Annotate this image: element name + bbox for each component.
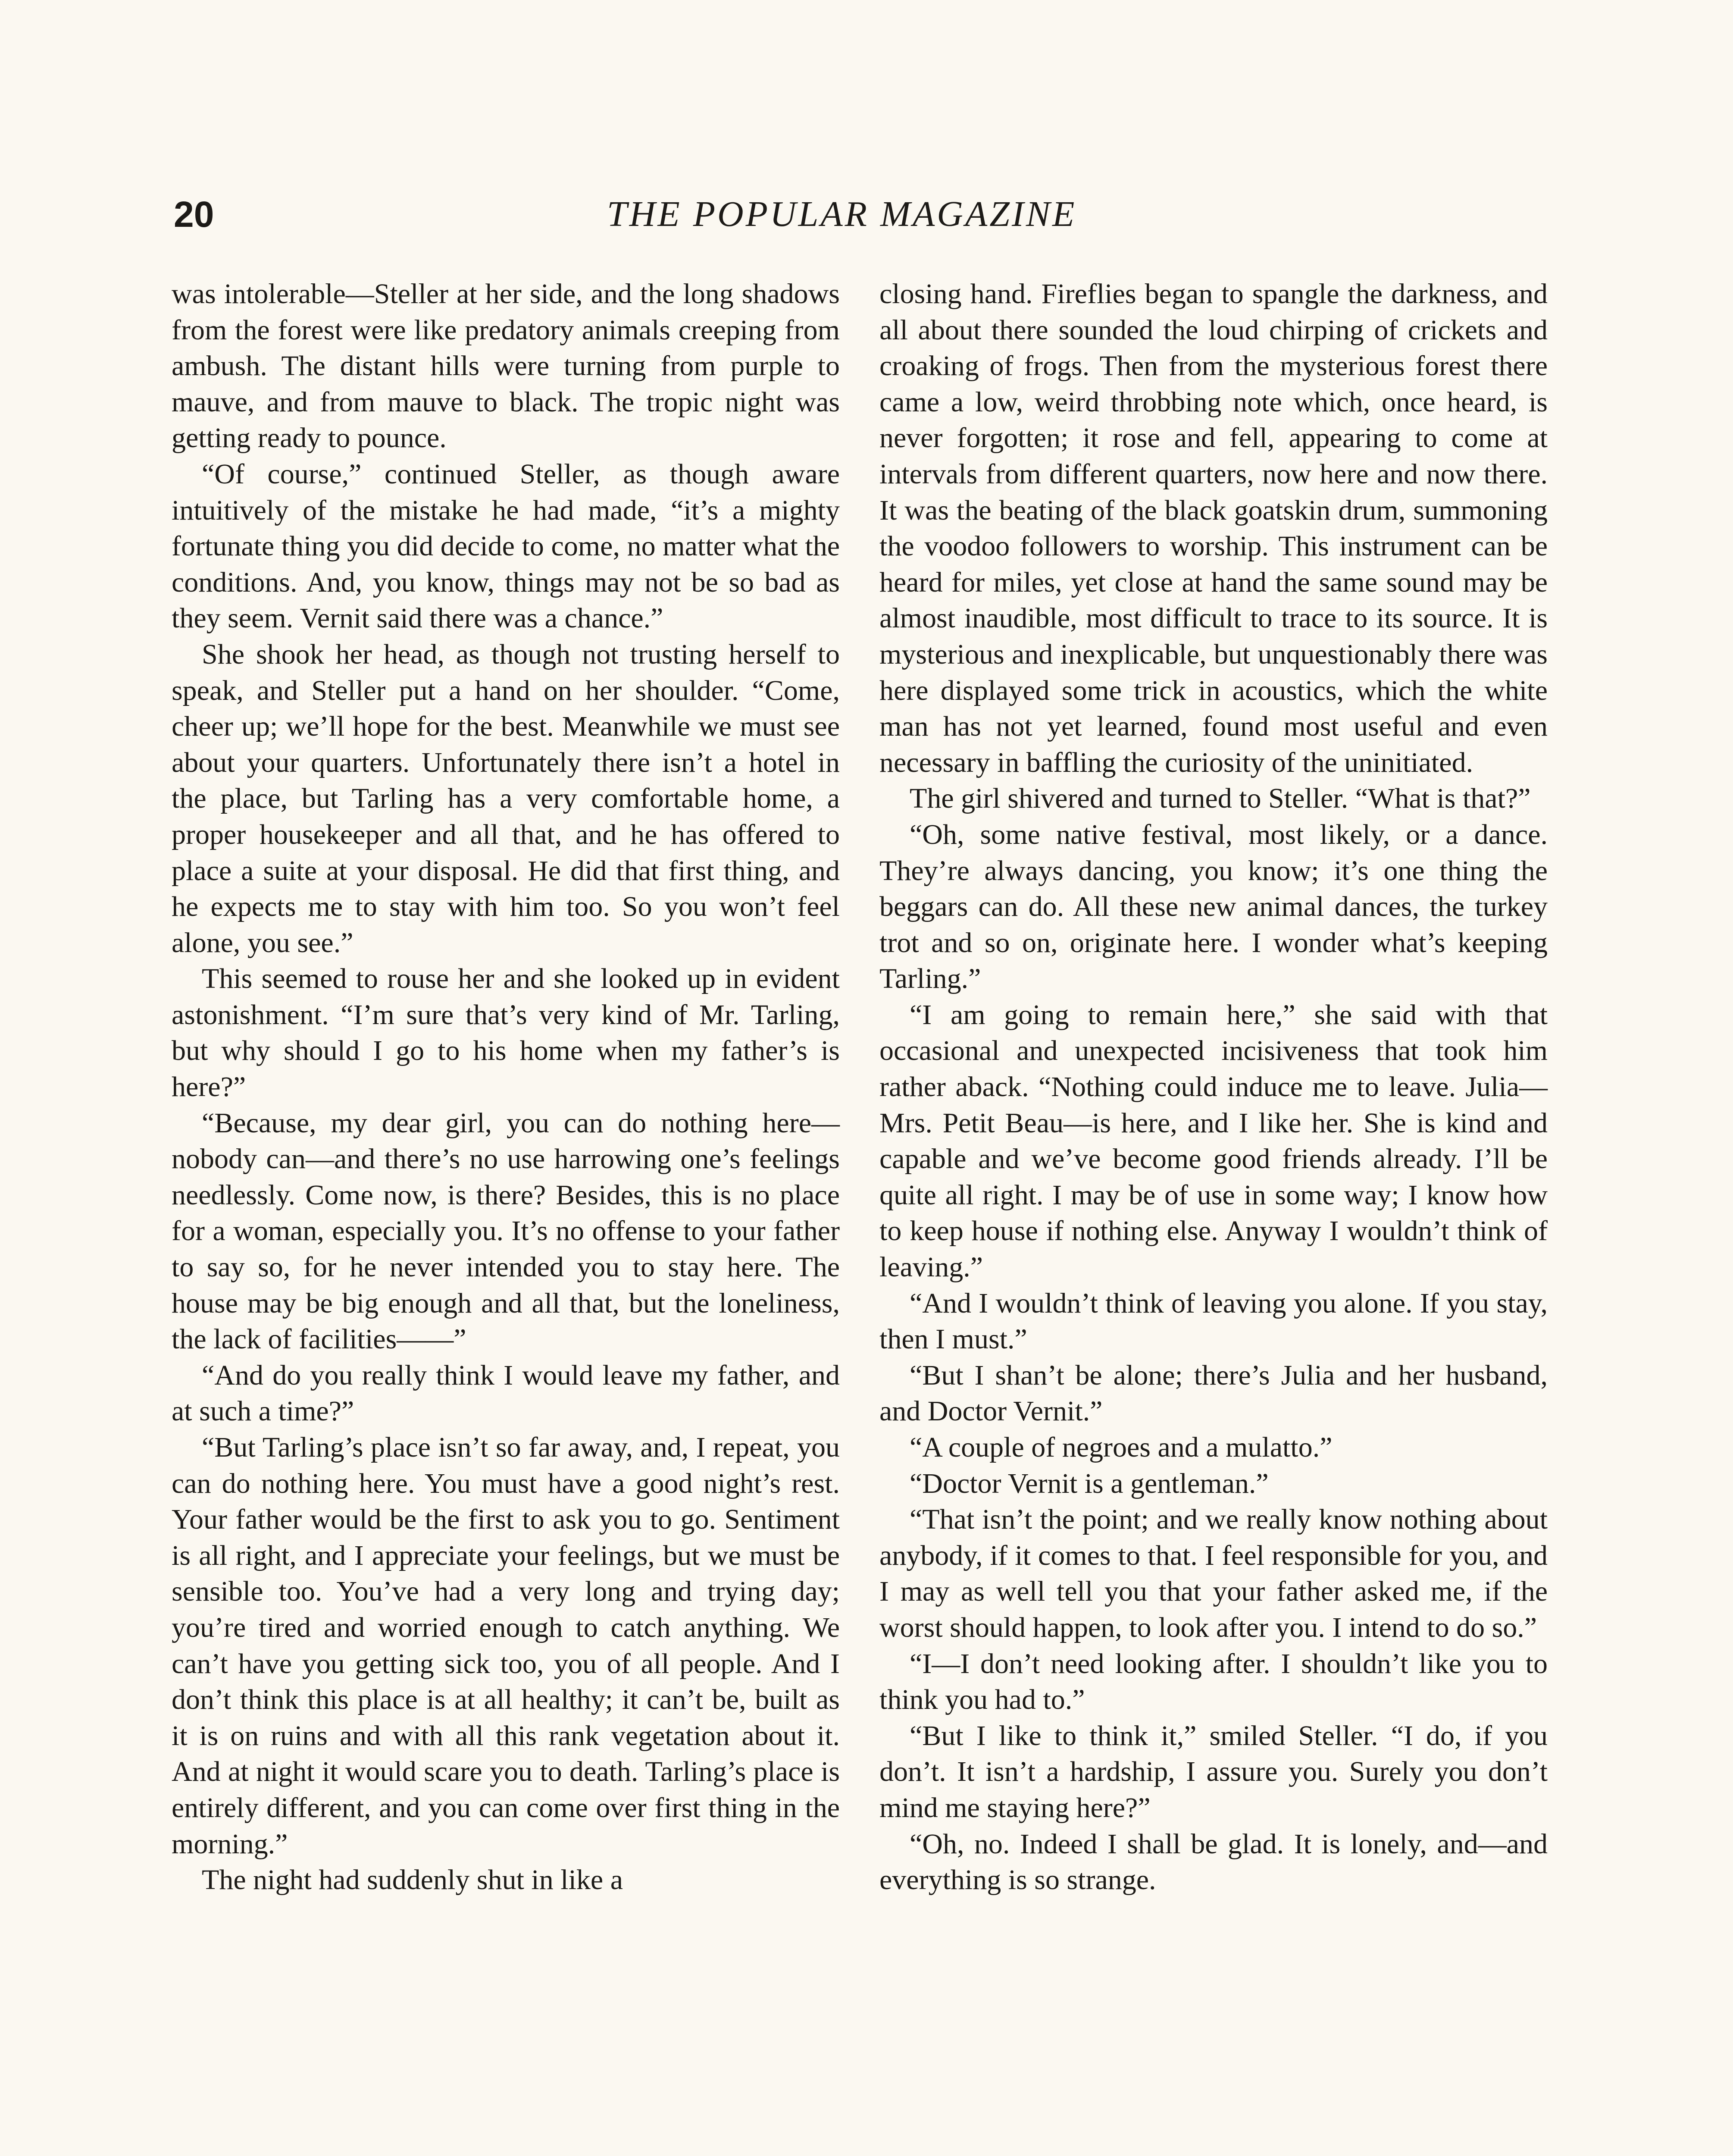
paragraph: The night had suddenly shut in like a xyxy=(202,1864,623,1896)
left-text-column xyxy=(172,276,840,1898)
running-head: THE POPULAR MAGAZINE xyxy=(607,194,1077,234)
paragraph: “Because, my dear girl, you can do nothing here—nobody can—and there’s no use harrowing one’s feelings needlessly. Come now, is there? Besides, this is no place for a woman, especially you. It’s no offense to your father to say so, for he never intended you to stay here. The house may be big enough and all that, but the loneliness, the lack of facilities——” xyxy=(172,1107,840,1355)
paragraph: She shook her head, as though not trusting herself to speak, and Steller put a hand on her shoulder. “Come, cheer up; we’ll hope for the best. Meanwhile we must see about your quarters. Unfortunately there isn’t a hotel in the place, but Tarling has a very comfortable home, a proper housekeeper and all that, and he has offered to place a suite at your disposal. He did that first thing, and he expects me to stay with him too. So you won’t feel alone, you see.” xyxy=(172,638,840,959)
paragraph: “Oh, some native festival, most likely, or a dance. They’re always dancing, you know; it’s one thing the beggars can do. All these new animal dances, the turkey trot and so on, originate here. I wonder what’s keeping Tarling.” xyxy=(879,818,1548,995)
paragraph: “Of course,” continued Steller, as though aware intuitively of the mistake he had made, “it’s a mighty fortunate thing you did decide to come, no matter what the conditions. And, you know, things may not be so bad as they seem. Vernit said there was a chance.” xyxy=(172,458,840,634)
paragraph: This seemed to rouse her and she looked up in evident astonishment. “I’m sure that’s very kind of Mr. Tarling, but why should I go to his home when my father’s is here?” xyxy=(172,963,840,1103)
paragraph: was intolerable—Steller at her side, and the long shadows from the forest were like predatory animals creeping from ambush. The distant hills were turning from purple to mauve, and from mauve to black. The tropic night was getting ready to pounce. xyxy=(172,278,840,454)
paragraph: “But I shan’t be alone; there’s Julia and her husband, and Doctor Vernit.” xyxy=(879,1359,1548,1427)
paragraph: “And I wouldn’t think of leaving you alone. If you stay, then I must.” xyxy=(879,1287,1548,1355)
paragraph: The girl shivered and turned to Steller. “What is that?” xyxy=(910,783,1531,815)
paragraph: “I am going to remain here,” she said with that occasional and unexpected incisiveness that took him rather aback. “Nothing could induce me to leave. Julia—Mrs. Petit Beau—is here, and I like her. She is kind and capable and we’ve become good friends already. I’ll be quite all right. I may be of use in some way; I know how to keep house if nothing else. Anyway I wouldn’t think of leaving.” xyxy=(879,999,1548,1283)
paragraph: “And do you really think I would leave my father, and at such a time?” xyxy=(172,1359,840,1427)
paragraph: “I—I don’t need looking after. I shouldn’t like you to think you had to.” xyxy=(879,1648,1548,1716)
paragraph: “Doctor Vernit is a gentleman.” xyxy=(910,1467,1269,1499)
paragraph: closing hand. Fireflies began to spangle the darkness, and all about there sounded the loud chirping of crickets and croaking of frogs. Then from the mysterious forest there came a low, weird throbbing note which, once heard, is never forgotten; it rose and fell, appearing to come at intervals from different quarters, now here and now there. It was the beating of the black goatskin drum, summoning the voodoo followers to worship. This instrument can be heard for miles, yet close at hand the same sound may be almost inaudible, most difficult to trace to its source. It is mysterious and inexplicable, but unquestionably there was here displayed some trick in acoustics, which the white man has not yet learned, found most useful and even necessary in baffling the curiosity of the uninitiated. xyxy=(879,278,1548,778)
page-number: 20 xyxy=(174,194,214,235)
paragraph: “That isn’t the point; and we really know nothing about anybody, if it comes to that. I feel responsible for you, and I may as well tell you that your father asked me, if the worst should happen, to look after you. I intend to do so.” xyxy=(879,1504,1548,1643)
right-text-column xyxy=(879,276,1548,1898)
paragraph: “But Tarling’s place isn’t so far away, and, I repeat, you can do nothing here. You must have a good night’s rest. Your father would be the first to ask you to go. Sentiment is all right, and I appreciate your feelings, but we must be sensible too. You’ve had a very long and trying day; you’re tired and worried enough to catch anything. We can’t have you getting sick too, you of all people. And I don’t think this place is at all healthy; it can’t be, built as it is on ruins and with all this rank vegetation about it. And at night it would scare you to death. Tarling’s place is entirely different, and you can come over first thing in the morning.” xyxy=(172,1432,840,1860)
paragraph: “Oh, no. Indeed I shall be glad. It is lonely, and—and everything is so strange. xyxy=(879,1828,1548,1896)
paragraph: “But I like to think it,” smiled Steller. “I do, if you don’t. It isn’t a hardship, I assure you. Surely you don’t mind me staying here?” xyxy=(879,1720,1548,1824)
paragraph: “A couple of negroes and a mulatto.” xyxy=(910,1432,1333,1463)
